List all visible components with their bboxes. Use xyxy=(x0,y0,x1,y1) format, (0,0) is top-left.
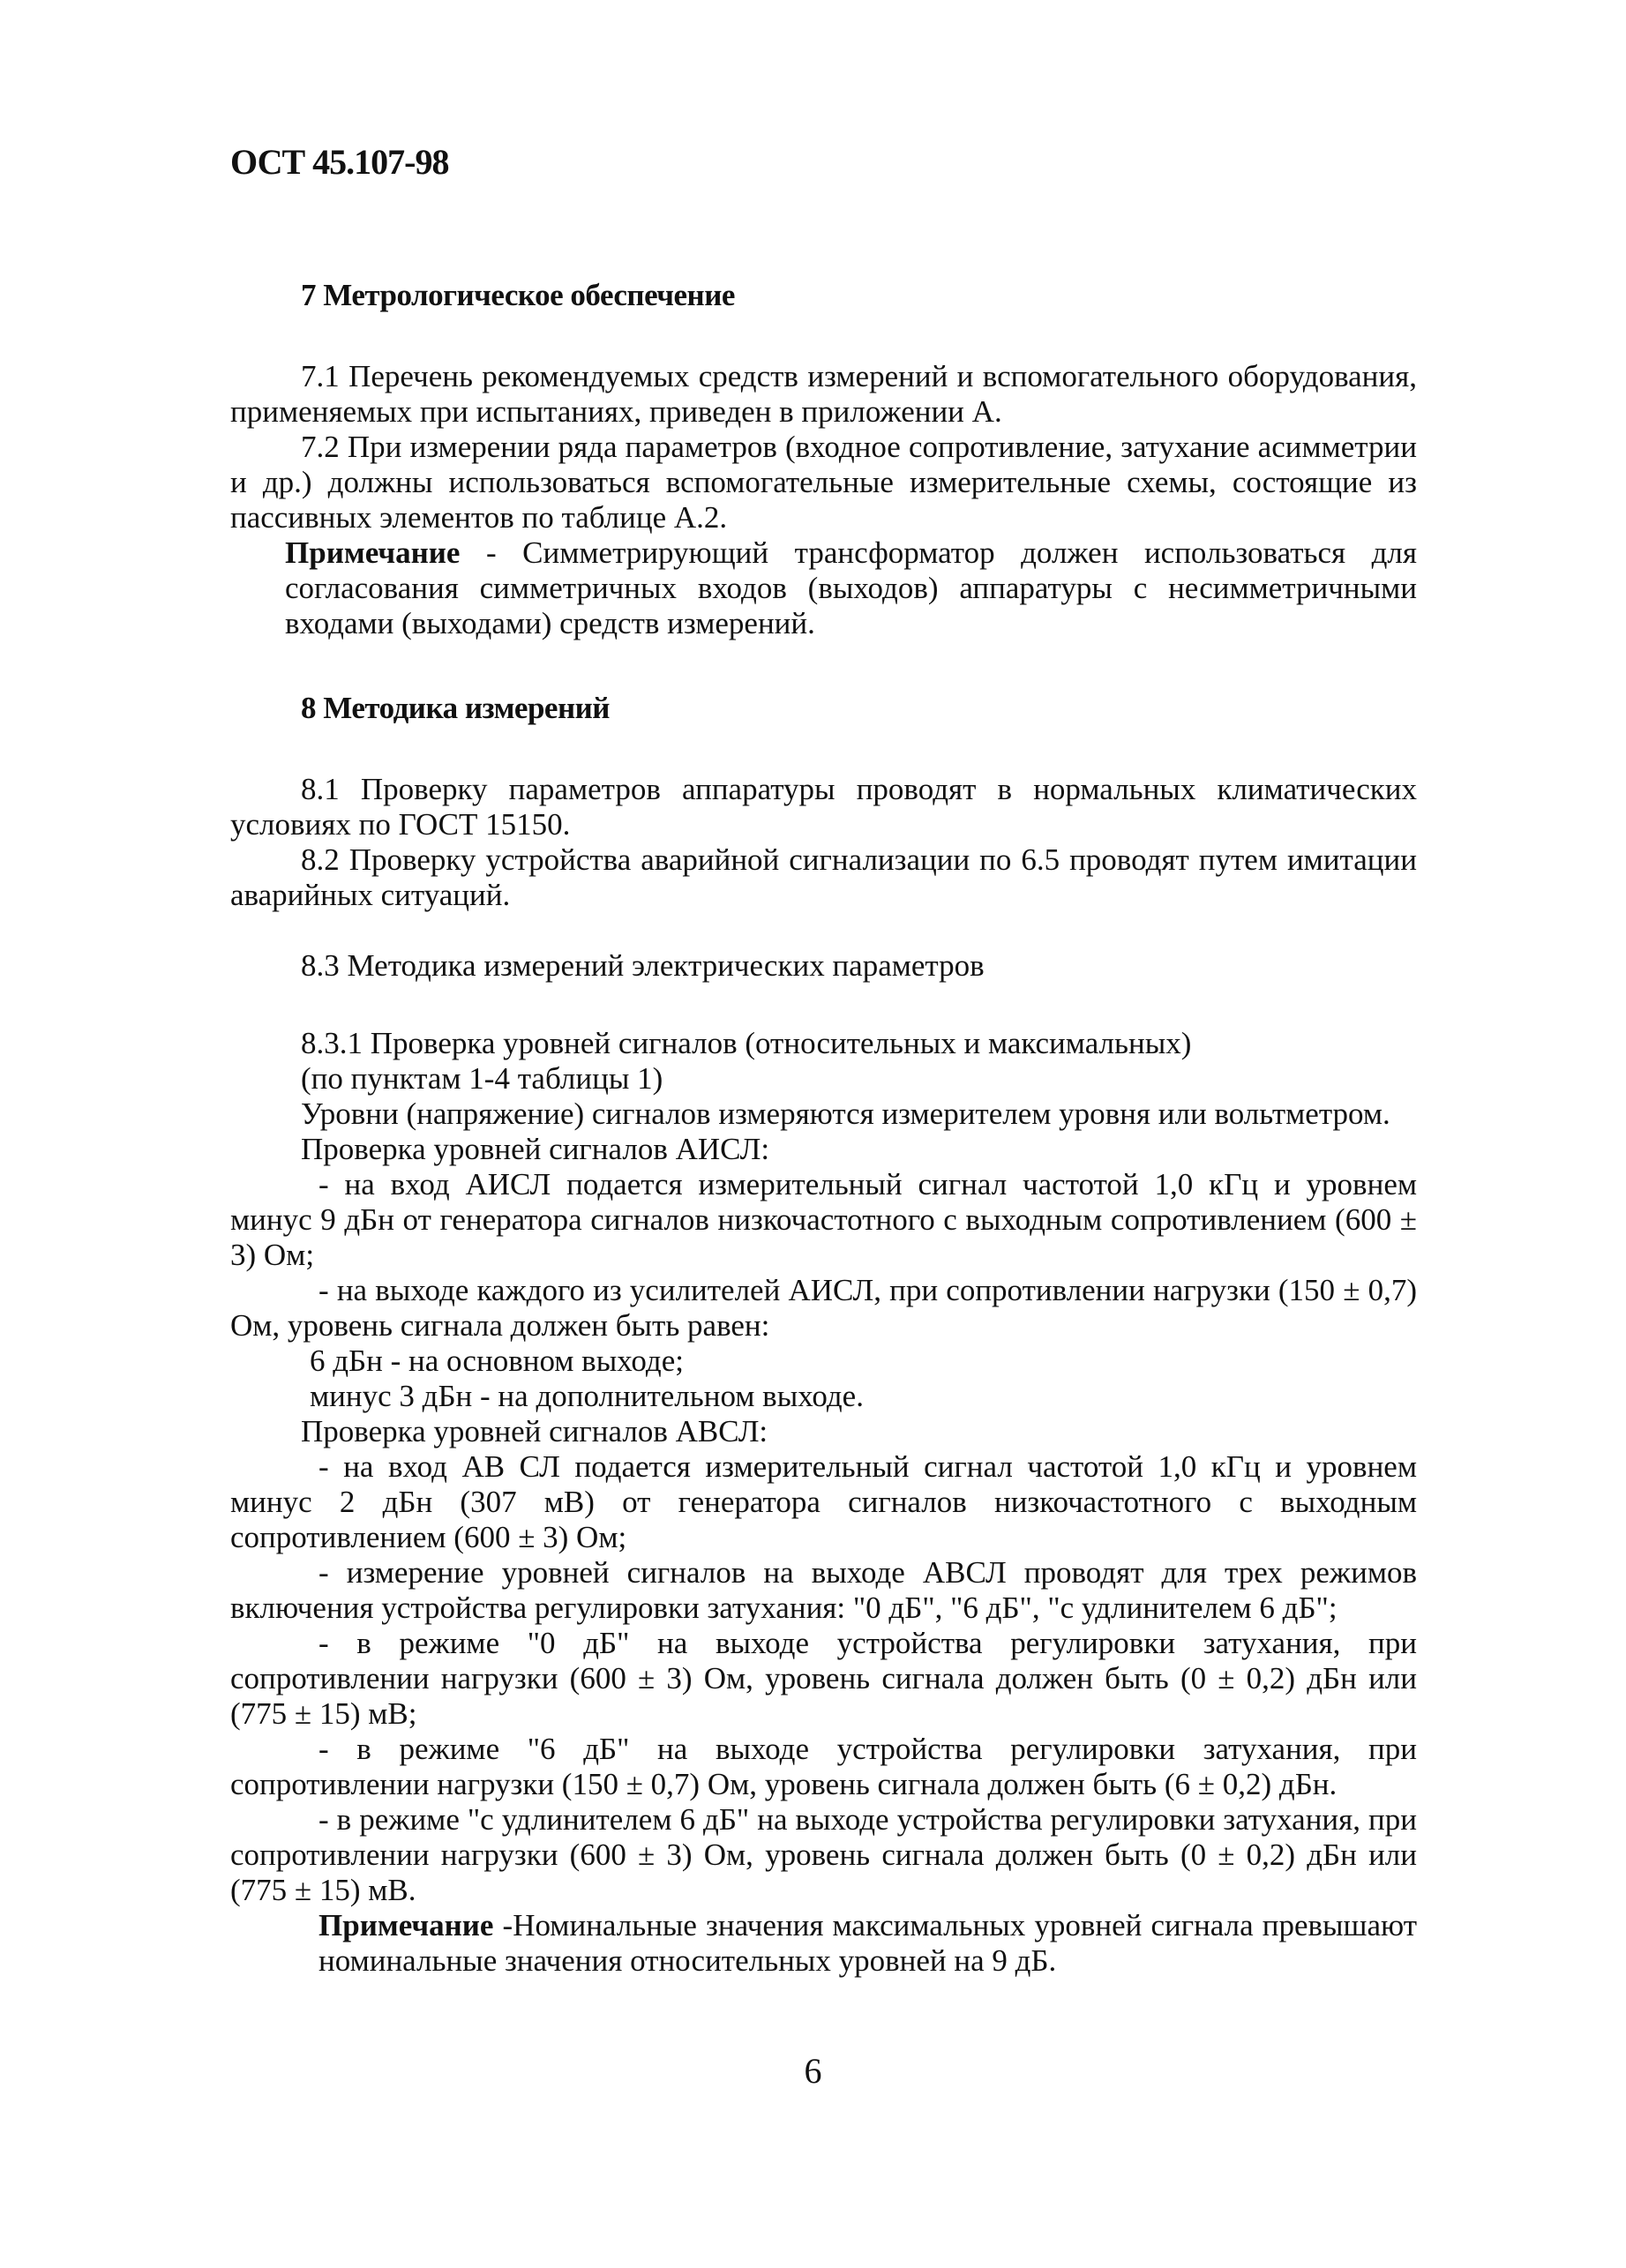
paragraph-7-1: 7.1 Перечень рекомендуемых средств измерений и вспомогательного оборудования, применяемых при испытаниях, приведен в приложении А. xyxy=(230,359,1417,429)
avsl-item-2: - измерение уровней сигналов на выходе АВСЛ проводят для трех режимов включения устройства регулировки затухания: "0 дБ", "6 дБ", "с удлинителем 6 дБ"; xyxy=(230,1555,1417,1625)
section-8-3-heading: 8.3 Методика измерений электрических параметров xyxy=(301,948,985,983)
section-8-heading: 8 Методика измерений xyxy=(301,691,610,725)
section-7-heading: 7 Метрологическое обеспечение xyxy=(301,278,735,312)
note-label: Примечание xyxy=(318,1908,494,1942)
avsl-item-3: - в режиме "0 дБ" на выходе устройства регулировки затухания, при сопротивлении нагрузки (600 ± 3) Ом, уровень сигнала должен быть (0 ± 0,2) дБн или (775 ± 15) мВ; xyxy=(230,1626,1417,1731)
paragraph-7-2: 7.2 При измерении ряда параметров (входное сопротивление, затухание асимметрии и др.) должны использоваться вспомогательные измерительные схемы, состоящие из пассивных элементов по таблице А.2. xyxy=(230,430,1417,535)
aisl-item-2: - на выходе каждого из усилителей АИСЛ, при сопротивлении нагрузки (150 ± 0,7) Ом, уровень сигнала должен быть равен: xyxy=(230,1273,1417,1343)
aisl-item-1: - на вход АИСЛ подается измерительный сигнал частотой 1,0 кГц и уровнем минус 9 дБн от генератора сигналов низкочастотного с выходным сопротивлением (600 ± 3) Ом; xyxy=(230,1167,1417,1272)
note-text: - Симметрирующий трансформатор должен использоваться для согласования симметричных входов (выходов) аппаратуры с несимметричными входами (выходами) средств измерений. xyxy=(285,535,1417,640)
note-text: -Номинальные значения максимальных уровней сигнала превышают номинальные значения относительных уровней на 9 дБ. xyxy=(318,1908,1417,1978)
paragraph-8-2: 8.2 Проверку устройства аварийной сигнализации по 6.5 проводят путем имитации аварийных ситуаций. xyxy=(230,842,1417,912)
paragraph-8-3-1-title: 8.3.1 Проверка уровней сигналов (относительных и максимальных) xyxy=(301,1026,1192,1060)
aisl-heading: Проверка уровней сигналов АИСЛ: xyxy=(301,1132,770,1166)
body-text xyxy=(230,278,1417,1979)
levels-paragraph: Уровни (напряжение) сигналов измеряются измерителем уровня или вольтметром. xyxy=(301,1097,1390,1131)
paragraph-8-3-1-ref: (по пунктам 1-4 таблицы 1) xyxy=(301,1061,663,1096)
document-code: ОСТ 45.107-98 xyxy=(230,142,449,182)
avsl-heading: Проверка уровней сигналов АВСЛ: xyxy=(301,1414,768,1448)
avsl-item-1: - на вход АВ СЛ подается измерительный сигнал частотой 1,0 кГц и уровнем минус 2 дБн (307 мВ) от генератора сигналов низкочастотного с выходным сопротивлением (600 ± 3) Ом; xyxy=(230,1449,1417,1554)
note-label: Примечание xyxy=(285,535,461,570)
aisl-item-2b: минус 3 дБн - на дополнительном выходе. xyxy=(310,1379,864,1413)
note-7 xyxy=(230,535,1417,641)
aisl-item-2a: 6 дБн - на основном выходе; xyxy=(310,1344,684,1378)
avsl-item-4: - в режиме "6 дБ" на выходе устройства регулировки затухания, при сопротивлении нагрузки (150 ± 0,7) Ом, уровень сигнала должен быть (6 ± 0,2) дБн. xyxy=(230,1732,1417,1801)
avsl-item-5: - в режиме "с удлинителем 6 дБ" на выходе устройства регулировки затухания, при сопротивлении нагрузки (600 ± 3) Ом, уровень сигнала должен быть (0 ± 0,2) дБн или (775 ± 15) мВ. xyxy=(230,1802,1417,1907)
paragraph-8-1: 8.1 Проверку параметров аппаратуры проводят в нормальных климатических условиях по ГОСТ 15150. xyxy=(230,772,1417,842)
page-number: 6 xyxy=(804,2051,822,2091)
note-8 xyxy=(230,1908,1417,1979)
